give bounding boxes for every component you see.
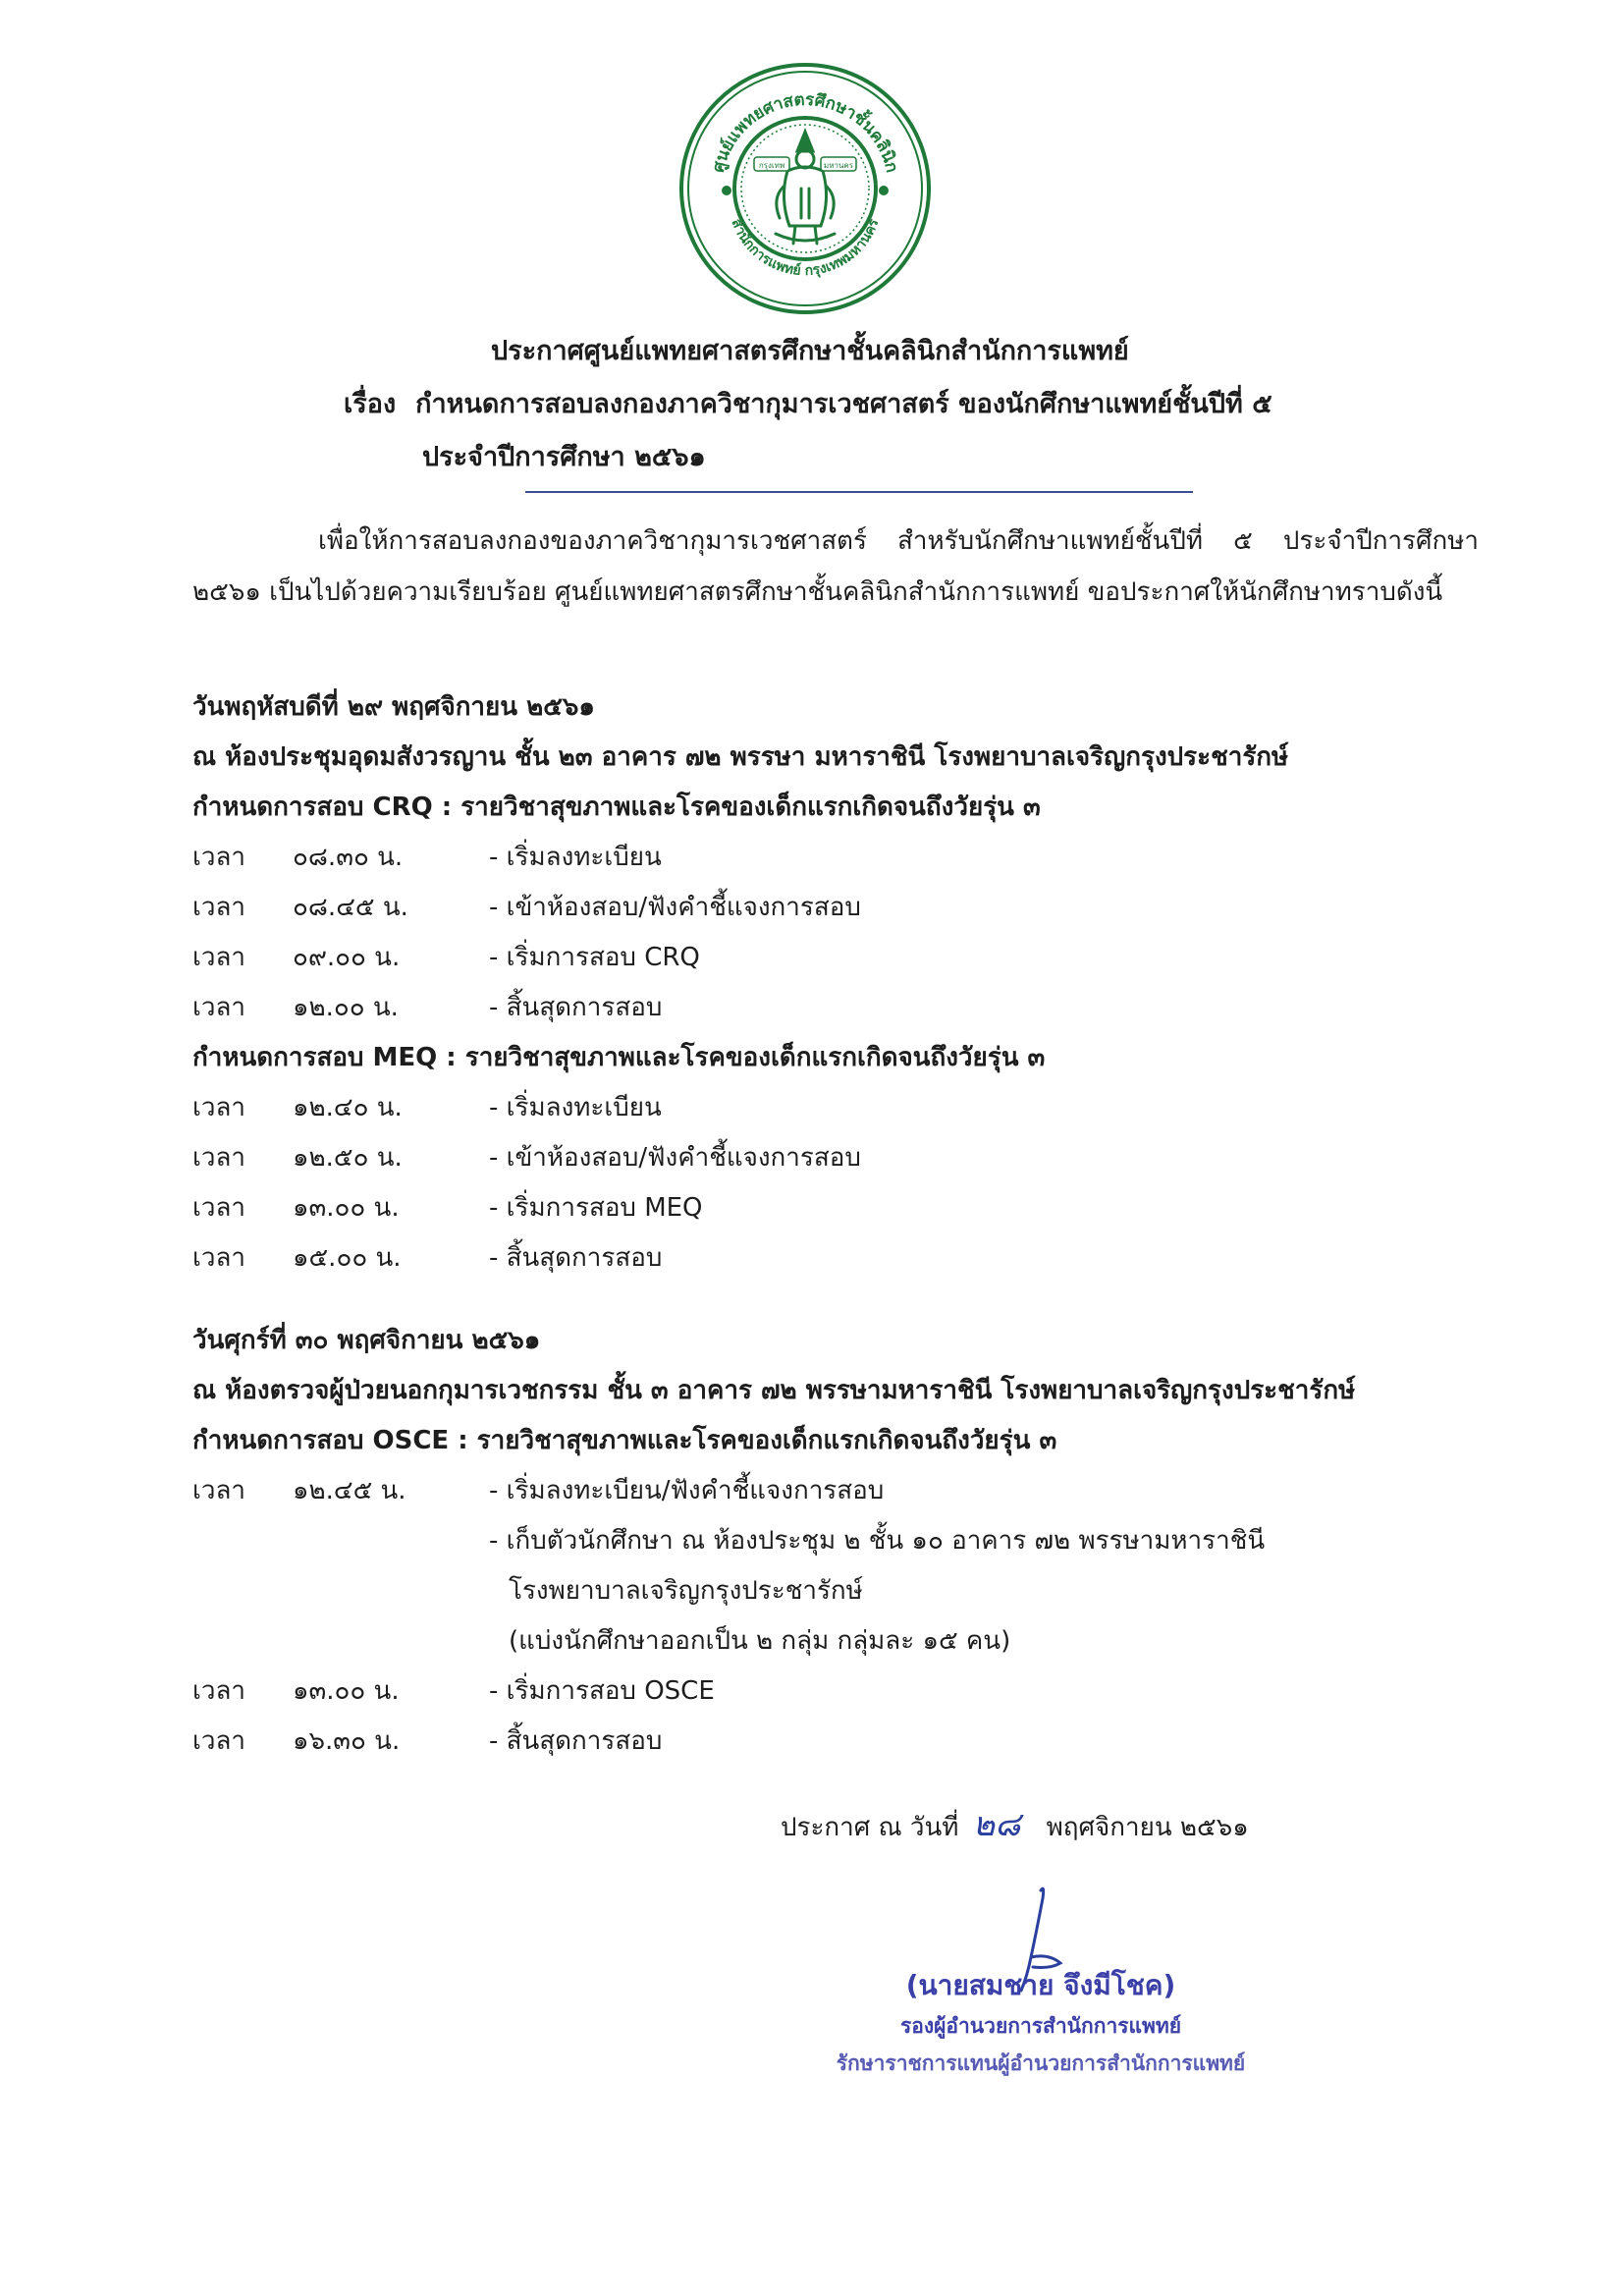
crq-label: กำหนดการสอบ CRQ : — [192, 793, 453, 822]
activity-text: - สิ้นสุดการสอบ — [489, 1726, 663, 1756]
activity-text: - เริ่มการสอบ MEQ — [489, 1193, 703, 1223]
day1-date: วันพฤหัสบดีที่ ๒๙ พฤศจิกายน ๒๕๖๑ — [192, 692, 595, 722]
seal-text-bottom: สำนักการแพทย์ กรุงเทพมหานคร — [728, 216, 883, 280]
time-value: ๑๕.๐๐ น. — [293, 1243, 402, 1273]
schedule-day-1 — [192, 683, 1498, 1284]
time-value: ๑๓.๐๐ น. — [293, 1193, 400, 1223]
time-label: เวลา — [192, 843, 246, 872]
activity-text: - เริ่มลงทะเบียน — [489, 843, 662, 872]
day2-venue: ณ ห้องตรวจผู้ป่วยนอกกุมารเวชกรรม ชั้น ๓ อาคาร ๗๒ พรรษามหาราชินี โรงพยาบาลเจริญกรุงประชารักษ์ — [192, 1376, 1356, 1405]
announcement-title: ประกาศศูนย์แพทยศาสตรศึกษาชั้นคลินิกสำนักการแพทย์ — [491, 336, 1129, 366]
time-value: ๐๘.๔๕ น. — [293, 893, 408, 922]
osce-row-note — [192, 1566, 1498, 1616]
meq-row — [192, 1233, 1498, 1284]
time-label: เวลา — [192, 893, 246, 922]
crq-heading — [192, 783, 1498, 833]
activity-text: - เข้าห้องสอบ/ฟังคำชี้แจงการสอบ — [489, 1143, 861, 1173]
time-label: เวลา — [192, 1476, 246, 1505]
osce-row — [192, 1717, 1498, 1767]
announcement-date — [781, 1797, 1249, 1850]
activity-text: - เริ่มการสอบ OSCE — [489, 1676, 715, 1706]
crq-row — [192, 933, 1498, 983]
time-value: ๐๙.๐๐ น. — [293, 943, 401, 972]
activity-text: - เริ่มการสอบ CRQ — [489, 943, 700, 972]
subject-text: กำหนดการสอบลงกองภาควิชากุมารเวชศาสตร์ ของนักศึกษาแพทย์ชั้นปีที่ ๕ — [415, 389, 1272, 419]
time-label: เวลา — [192, 1676, 246, 1706]
time-value: ๑๒.๔๐ น. — [293, 1093, 403, 1122]
time-label: เวลา — [192, 1093, 246, 1122]
time-value: ๑๒.๕๐ น. — [293, 1143, 403, 1173]
crq-row — [192, 833, 1498, 883]
subject-label: เรื่อง — [344, 389, 397, 419]
medical-education-center-seal — [677, 61, 933, 316]
time-value: ๑๒.๔๕ น. — [293, 1476, 406, 1505]
seal-ribbon-left: กรุงเทพ — [758, 161, 785, 170]
osce-row — [192, 1667, 1498, 1717]
time-label: เวลา — [192, 1193, 246, 1223]
time-label: เวลา — [192, 943, 246, 972]
handwritten-day: ๒๘ — [972, 1805, 1021, 1844]
signer-name: (นายสมชาย จึงมีโชค) — [905, 1969, 1176, 2001]
activity-text: - เก็บตัวนักศึกษา ณ ห้องประชุม ๒ ชั้น ๑๐ อาคาร ๗๒ พรรษามหาราชินี — [489, 1526, 1266, 1556]
official-stamp — [815, 1964, 1267, 2082]
signer-position-2: รักษาราชการแทนผู้อำนวยการสำนักการแพทย์ — [836, 2051, 1246, 2075]
activity-text: - สิ้นสุดการสอบ — [489, 993, 663, 1022]
title-divider — [525, 491, 1193, 493]
date-prefix: ประกาศ ณ วันที่ — [781, 1813, 959, 1842]
activity-text: - เริ่มลงทะเบียน/ฟังคำชี้แจงการสอบ — [489, 1476, 885, 1505]
osce-subject: รายวิชาสุขภาพและโรคของเด็กแรกเกิดจนถึงวัยรุ่น ๓ — [476, 1426, 1057, 1455]
osce-row-note — [192, 1516, 1498, 1566]
time-label: เวลา — [192, 1243, 246, 1273]
time-value: ๐๘.๓๐ น. — [293, 843, 404, 872]
time-value: ๑๒.๐๐ น. — [293, 993, 399, 1022]
meq-row — [192, 1183, 1498, 1233]
day1-venue: ณ ห้องประชุมอุดมสังวรญาน ชั้น ๒๓ อาคาร ๗๒ พรรษา มหาราชินี โรงพยาบาลเจริญกรุงประชารักษ์ — [192, 742, 1289, 772]
signer-position-1: รองผู้อำนวยการสำนักการแพทย์ — [899, 2014, 1182, 2038]
announcement-subject — [344, 382, 1272, 424]
time-value: ๑๖.๓๐ น. — [293, 1726, 401, 1756]
time-value: ๑๓.๐๐ น. — [293, 1676, 400, 1706]
osce-row-note — [192, 1616, 1498, 1667]
time-label: เวลา — [192, 993, 246, 1022]
meq-heading — [192, 1033, 1498, 1083]
osce-label: กำหนดการสอบ OSCE : — [192, 1426, 468, 1455]
intro-text: เพื่อให้การสอบลงกองของภาควิชากุมารเวชศาสตร์ สำหรับนักศึกษาแพทย์ชั้นปีที่ ๕ ประจำปีการศึกษา ๒๕๖๑ เป็นไปด้วยความเรียบร้อย ศูนย์แพทยศาสตรศึกษาชั้นคลินิกสำนักการแพทย์ ขอประกาศให้นักศึกษาทราบดังนี้ — [192, 526, 1479, 607]
intro-paragraph — [192, 516, 1479, 618]
academic-year: ประจำปีการศึกษา ๒๕๖๑ — [422, 442, 706, 472]
meq-row — [192, 1133, 1498, 1183]
seal-text-top: ศูนย์แพทยศาสตรศึกษาชั้นคลินิก — [708, 89, 902, 175]
activity-text: โรงพยาบาลเจริญกรุงประชารักษ์ — [509, 1576, 863, 1606]
meq-label: กำหนดการสอบ MEQ : — [192, 1043, 457, 1072]
activity-text: - เริ่มลงทะเบียน — [489, 1093, 662, 1122]
crq-subject: รายวิชาสุขภาพและโรคของเด็กแรกเกิดจนถึงวัยรุ่น ๓ — [460, 793, 1041, 822]
activity-text: - สิ้นสุดการสอบ — [489, 1243, 663, 1273]
osce-heading — [192, 1416, 1498, 1466]
activity-text: (แบ่งนักศึกษาออกเป็น ๒ กลุ่ม กลุ่มละ ๑๕ คน) — [509, 1626, 1011, 1656]
date-month-year: พฤศจิกายน ๒๕๖๑ — [1046, 1813, 1249, 1842]
crq-row — [192, 983, 1498, 1033]
meq-row — [192, 1083, 1498, 1133]
seal-ribbon-right: มหานคร — [823, 161, 854, 170]
osce-row — [192, 1466, 1498, 1516]
meq-subject: รายวิชาสุขภาพและโรคของเด็กแรกเกิดจนถึงวัยรุ่น ๓ — [464, 1043, 1046, 1072]
day2-date: วันศุกร์ที่ ๓๐ พฤศจิกายน ๒๕๖๑ — [192, 1326, 541, 1355]
time-label: เวลา — [192, 1143, 246, 1173]
activity-text: - เข้าห้องสอบ/ฟังคำชี้แจงการสอบ — [489, 893, 861, 922]
time-label: เวลา — [192, 1726, 246, 1756]
schedule-day-2 — [192, 1316, 1498, 1767]
crq-row — [192, 883, 1498, 933]
